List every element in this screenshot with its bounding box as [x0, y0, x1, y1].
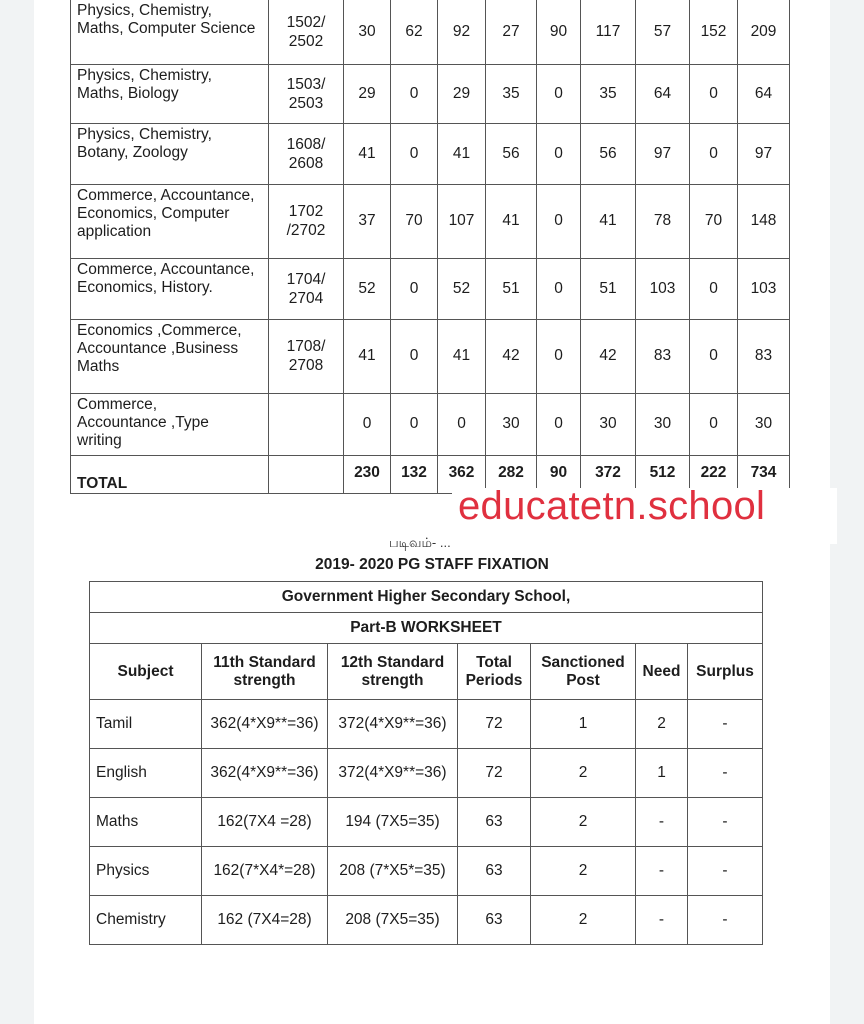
value-cell: 30	[344, 0, 391, 64]
subject-cell	[71, 319, 269, 393]
value-cell: 0	[391, 123, 438, 184]
subject-line: Economics, History.	[77, 278, 213, 296]
subject-line: Physics, Chemistry,	[77, 125, 212, 143]
table-row	[90, 700, 763, 749]
value-cell: 0	[690, 64, 738, 123]
value-cell: 83	[738, 319, 790, 393]
subject-line: Maths	[77, 357, 120, 375]
subject-line: Botany, Zoology	[77, 143, 188, 161]
code-line: 2704	[288, 289, 324, 307]
total-value-cell: 90	[537, 455, 581, 493]
std11-strength-cell: 162(7*X4*=28)	[202, 847, 328, 896]
group-code-cell	[269, 0, 344, 64]
value-cell: 0	[537, 64, 581, 123]
value-cell: 42	[486, 319, 537, 393]
value-cell: 30	[581, 393, 636, 455]
header-line: strength	[361, 671, 424, 689]
school-name-row	[90, 582, 763, 613]
value-cell: 148	[738, 184, 790, 258]
value-cell: 0	[690, 258, 738, 319]
total-label: TOTAL	[71, 455, 269, 493]
subject-line: Commerce, Accountance,	[77, 186, 255, 204]
group-code-cell	[269, 184, 344, 258]
value-cell: 0	[537, 123, 581, 184]
total-periods-cell: 72	[458, 700, 531, 749]
total-value-cell: 222	[690, 455, 738, 493]
std11-strength-cell: 362(4*X9**=36)	[202, 700, 328, 749]
value-cell: 103	[636, 258, 690, 319]
column-header	[202, 644, 328, 700]
sanctioned-post-cell: 2	[531, 749, 636, 798]
header-line: 12th Standard	[340, 653, 445, 671]
subject-cell: Chemistry	[90, 896, 202, 945]
value-cell: 37	[344, 184, 391, 258]
watermark-text: educatetn.school	[458, 484, 766, 528]
value-cell: 41	[438, 319, 486, 393]
total-value-cell: 734	[738, 455, 790, 493]
surplus-cell: -	[688, 847, 763, 896]
total-periods-cell: 72	[458, 749, 531, 798]
value-cell: 0	[344, 393, 391, 455]
subject-line: application	[77, 222, 152, 240]
value-cell: 97	[636, 123, 690, 184]
school-name: Government Higher Secondary School,	[90, 582, 763, 613]
value-cell: 29	[344, 64, 391, 123]
subject-cell	[71, 123, 269, 184]
subject-line: Economics, Computer	[77, 204, 230, 222]
total-value-cell: 132	[391, 455, 438, 493]
value-cell: 42	[581, 319, 636, 393]
value-cell: 62	[391, 0, 438, 64]
table-row	[71, 184, 790, 258]
value-cell: 0	[537, 184, 581, 258]
value-cell: 0	[537, 319, 581, 393]
value-cell: 78	[636, 184, 690, 258]
value-cell: 92	[438, 0, 486, 64]
document-page	[34, 0, 830, 1024]
value-cell: 83	[636, 319, 690, 393]
code-line: 1608/	[286, 135, 326, 153]
worksheet-table	[89, 581, 763, 945]
subject-line: Physics, Chemistry,	[77, 2, 212, 19]
column-header	[688, 644, 763, 700]
code-line: 2708	[288, 357, 324, 374]
value-cell: 64	[738, 64, 790, 123]
value-cell: 0	[391, 393, 438, 455]
value-cell: 90	[537, 0, 581, 64]
code-line: 1502/	[286, 13, 326, 31]
header-line: Post	[566, 671, 600, 689]
code-line: 2608	[288, 154, 324, 172]
value-cell: 41	[344, 123, 391, 184]
value-cell: 117	[581, 0, 636, 64]
group-code-cell	[269, 393, 344, 455]
subject-cell	[71, 184, 269, 258]
value-cell: 35	[581, 64, 636, 123]
total-value-cell: 372	[581, 455, 636, 493]
subject-cell: English	[90, 749, 202, 798]
header-line: Need	[642, 662, 681, 680]
value-cell: 0	[537, 393, 581, 455]
value-cell: 0	[438, 393, 486, 455]
total-value-cell: 512	[636, 455, 690, 493]
table-row	[71, 123, 790, 184]
value-cell: 0	[391, 64, 438, 123]
total-value-cell: 282	[486, 455, 537, 493]
value-cell: 51	[581, 258, 636, 319]
table-row	[71, 319, 790, 393]
subject-line: Maths, Biology	[77, 84, 179, 102]
table-row	[90, 896, 763, 945]
header-line: Sanctioned	[541, 653, 625, 671]
value-cell: 107	[438, 184, 486, 258]
value-cell: 51	[486, 258, 537, 319]
subject-cell: Maths	[90, 798, 202, 847]
total-code-cell	[269, 455, 344, 493]
value-cell: 70	[690, 184, 738, 258]
subject-line: Physics, Chemistry,	[77, 66, 212, 84]
column-header	[636, 644, 688, 700]
std12-strength-cell: 208 (7*X5*=35)	[328, 847, 458, 896]
subject-line: Commerce, Accountance,	[77, 260, 255, 278]
code-line: 1704/	[286, 270, 326, 288]
value-cell: 103	[738, 258, 790, 319]
subject-line: Accountance ,Business	[77, 339, 239, 357]
code-line: 1702	[288, 203, 324, 220]
surplus-cell: -	[688, 798, 763, 847]
code-line: 2502	[288, 32, 324, 50]
value-cell: 64	[636, 64, 690, 123]
value-cell: 0	[391, 319, 438, 393]
table-row	[71, 258, 790, 319]
header-line: strength	[233, 671, 296, 689]
sanctioned-post-cell: 2	[531, 847, 636, 896]
value-cell: 41	[344, 319, 391, 393]
value-cell: 209	[738, 0, 790, 64]
value-cell: 70	[391, 184, 438, 258]
table-row	[71, 393, 790, 455]
std12-strength-cell: 208 (7X5=35)	[328, 896, 458, 945]
value-cell: 0	[391, 258, 438, 319]
subject-cell	[71, 393, 269, 455]
subject-line: Accountance ,Type	[77, 413, 209, 431]
value-cell: 56	[486, 123, 537, 184]
subject-line: Commerce,	[77, 395, 158, 413]
subject-cell: Physics	[90, 847, 202, 896]
column-header	[458, 644, 531, 700]
code-line: /2702	[286, 222, 326, 239]
subject-cell	[71, 0, 269, 64]
std12-strength-cell: 372(4*X9**=36)	[328, 749, 458, 798]
value-cell: 30	[636, 393, 690, 455]
column-header	[531, 644, 636, 700]
std11-strength-cell: 162 (7X4=28)	[202, 896, 328, 945]
value-cell: 27	[486, 0, 537, 64]
total-value-cell: 362	[438, 455, 486, 493]
sanctioned-post-cell: 1	[531, 700, 636, 749]
value-cell: 52	[344, 258, 391, 319]
subject-line: Maths, Computer Science	[77, 20, 256, 37]
value-cell: 30	[486, 393, 537, 455]
group-code-cell	[269, 64, 344, 123]
part-label: Part-B WORKSHEET	[90, 613, 763, 644]
group-code-cell	[269, 123, 344, 184]
value-cell: 30	[738, 393, 790, 455]
total-value-cell: 230	[344, 455, 391, 493]
value-cell: 52	[438, 258, 486, 319]
column-header	[328, 644, 458, 700]
surplus-cell: -	[688, 896, 763, 945]
std11-strength-cell: 162(7X4 =28)	[202, 798, 328, 847]
code-line: 2503	[288, 94, 324, 112]
table-row	[90, 847, 763, 896]
code-line: 1708/	[286, 338, 326, 355]
header-line: Total	[476, 653, 512, 671]
header-line: Periods	[465, 671, 523, 689]
total-periods-cell: 63	[458, 798, 531, 847]
value-cell: 0	[690, 319, 738, 393]
total-periods-cell: 63	[458, 896, 531, 945]
worksheet-title: 2019- 2020 PG STAFF FIXATION	[315, 556, 549, 573]
part-row	[90, 613, 763, 644]
subject-cell	[71, 258, 269, 319]
total-periods-cell: 63	[458, 847, 531, 896]
value-cell: 0	[690, 393, 738, 455]
table-row	[71, 64, 790, 123]
std12-strength-cell: 372(4*X9**=36)	[328, 700, 458, 749]
stream-strength-table	[70, 0, 790, 494]
value-cell: 57	[636, 0, 690, 64]
form-label: படிவம்- ...	[389, 535, 451, 550]
value-cell: 41	[581, 184, 636, 258]
value-cell: 29	[438, 64, 486, 123]
surplus-cell: -	[688, 700, 763, 749]
subject-cell: Tamil	[90, 700, 202, 749]
value-cell: 41	[438, 123, 486, 184]
need-cell: -	[636, 798, 688, 847]
value-cell: 41	[486, 184, 537, 258]
subject-cell	[71, 64, 269, 123]
surplus-cell: -	[688, 749, 763, 798]
table-row	[90, 749, 763, 798]
column-header	[90, 644, 202, 700]
header-line: 11th Standard	[213, 653, 316, 671]
need-cell: -	[636, 847, 688, 896]
sanctioned-post-cell: 2	[531, 896, 636, 945]
worksheet-header-row	[90, 644, 763, 700]
subject-line: writing	[77, 431, 122, 449]
std12-strength-cell: 194 (7X5=35)	[328, 798, 458, 847]
group-code-cell	[269, 319, 344, 393]
value-cell: 152	[690, 0, 738, 64]
value-cell: 0	[690, 123, 738, 184]
subject-line: Economics ,Commerce,	[77, 321, 242, 339]
value-cell: 56	[581, 123, 636, 184]
std11-strength-cell: 362(4*X9**=36)	[202, 749, 328, 798]
header-line: Surplus	[696, 662, 754, 680]
table-row	[90, 798, 763, 847]
group-code-cell	[269, 258, 344, 319]
table-row	[71, 0, 790, 64]
need-cell: 2	[636, 700, 688, 749]
value-cell: 35	[486, 64, 537, 123]
sanctioned-post-cell: 2	[531, 798, 636, 847]
value-cell: 97	[738, 123, 790, 184]
code-line: 1503/	[286, 75, 326, 93]
need-cell: 1	[636, 749, 688, 798]
header-line: Subject	[117, 662, 174, 680]
value-cell: 0	[537, 258, 581, 319]
need-cell: -	[636, 896, 688, 945]
